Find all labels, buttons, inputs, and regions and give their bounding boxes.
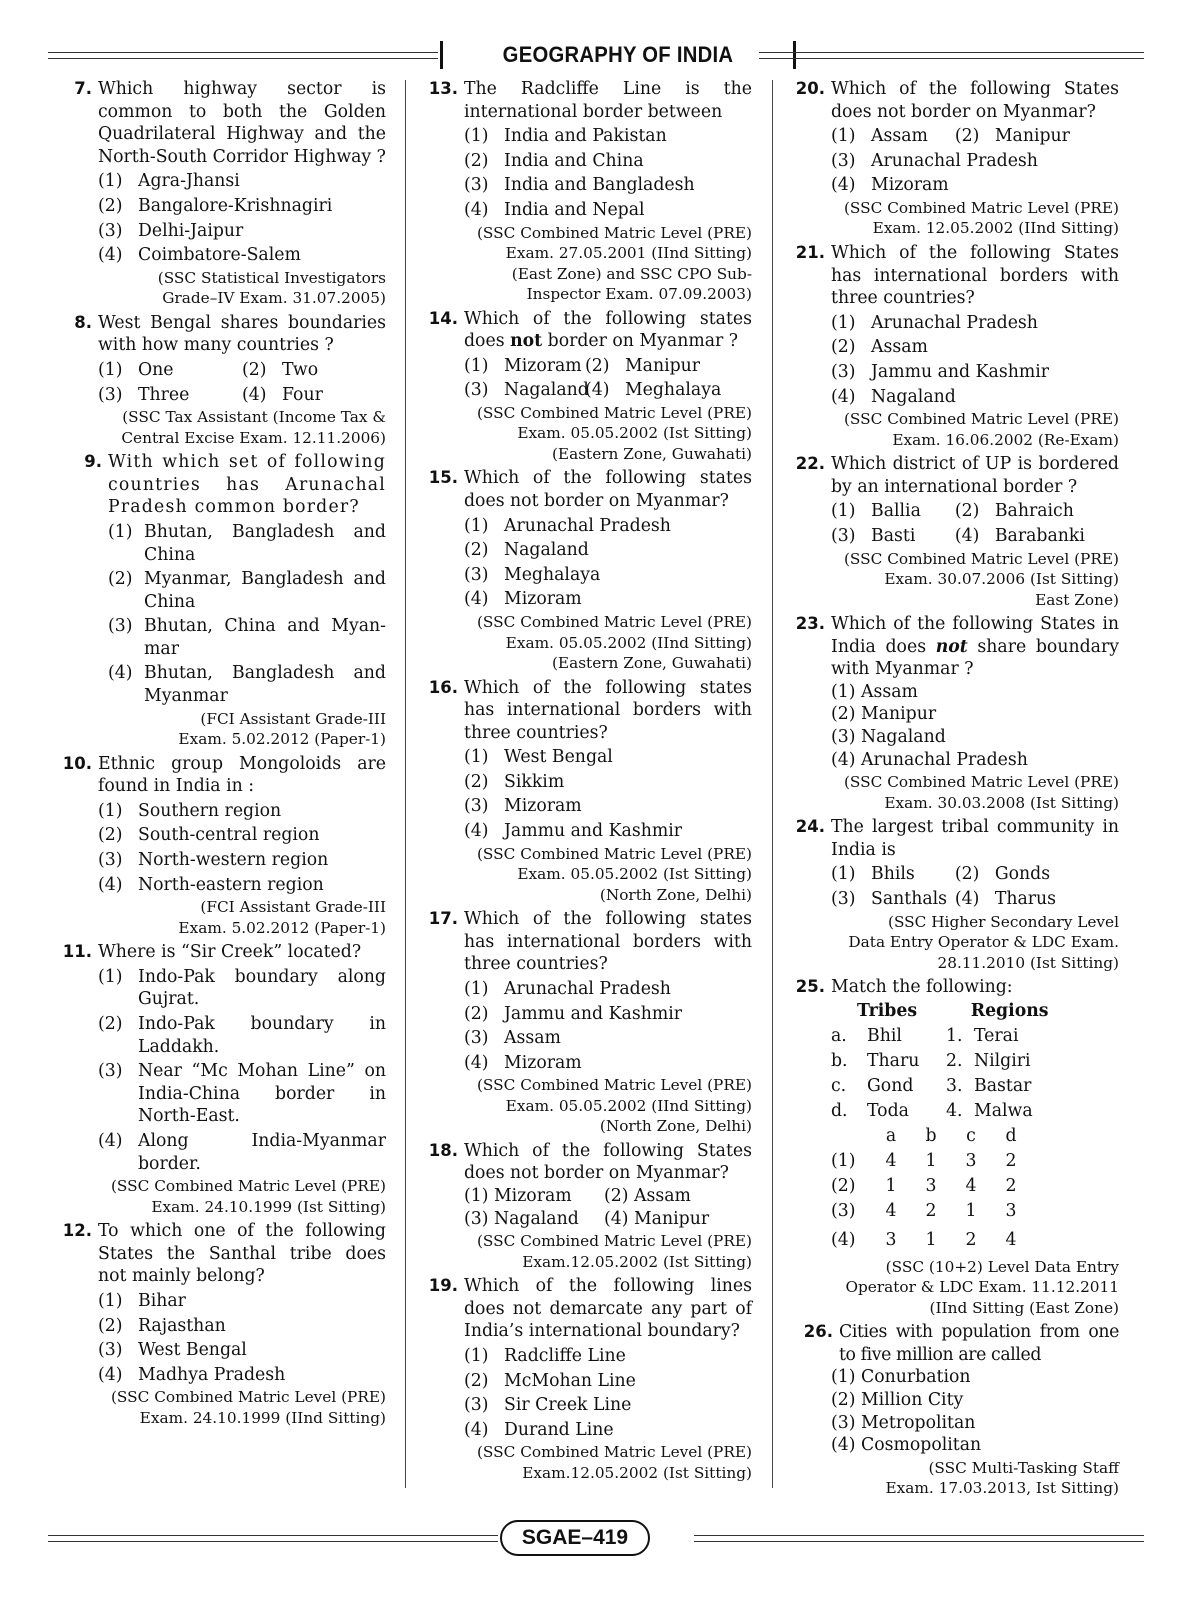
- question-text: Which of the following states has international borders with three countries?: [464, 677, 752, 743]
- option: (4) Durand Line: [464, 1419, 614, 1440]
- exam-source: (SSC Combined Matric Level (PRE) Exam. 05.05.2002 (IInd Sitting) (Eastern Zone, Guwahati): [476, 613, 752, 672]
- column-divider: [405, 80, 406, 1488]
- question-23: [791, 613, 1119, 813]
- option: (1) Southern region: [98, 800, 282, 821]
- option: (3) Nagaland: [464, 380, 589, 401]
- page-header: [48, 38, 1144, 72]
- question-number: 14.: [428, 308, 458, 328]
- option: (1) Assam: [831, 126, 928, 147]
- answer-grid-header: a b c d: [885, 1125, 1017, 1146]
- question-text: Match the following:: [831, 977, 1013, 998]
- option: (1) Indo-Pak boundary along Gujrat.: [98, 966, 386, 1010]
- option: (4) Bhutan, Bangladesh and Myanmar: [108, 663, 386, 707]
- option: (1) Agra-Jhansi: [98, 171, 240, 192]
- option: (2) Jammu and Kashmir: [464, 1003, 683, 1024]
- page-number: SGAE–419: [500, 1520, 650, 1556]
- question-text: The largest tribal community in India is: [831, 817, 1119, 860]
- option: (4) Along India-Myanmar border.: [98, 1130, 386, 1174]
- exam-source: (SSC Combined Matric Level (PRE) Exam. 24.10.1999 (IInd Sitting): [110, 1388, 386, 1427]
- option: (3) Basti: [831, 525, 916, 546]
- option: (3) Arunachal Pradesh: [831, 150, 1038, 171]
- option: (3) India and Bangladesh: [464, 175, 695, 196]
- question-number: 8.: [74, 312, 92, 332]
- option: (4) Meghalaya: [584, 380, 722, 401]
- question-number: 23.: [795, 614, 825, 633]
- question-number: 13.: [428, 79, 458, 98]
- question-text: Cities with population from one to five million are called: [839, 1322, 1119, 1365]
- question-text: West Bengal shares boundaries with how many countries ?: [98, 312, 386, 356]
- column-divider: [772, 80, 773, 1488]
- option: (3) North-western region: [98, 850, 329, 871]
- question-number: 7.: [74, 79, 92, 98]
- option: (4) North-eastern region: [98, 874, 324, 895]
- page-title: GEOGRAPHY OF INDIA: [502, 42, 734, 67]
- option: (4) Coimbatore-Salem: [98, 245, 301, 266]
- column-3: [791, 78, 1119, 1502]
- option: (2) Assam: [831, 337, 928, 358]
- exam-source: (SSC Combined Matric Level (PRE) Exam. 05.05.2002 (Ist Sitting) (Eastern Zone, Guwahati): [476, 403, 752, 463]
- option: (2) Two: [242, 359, 319, 380]
- option: (1) Radcliffe Line: [464, 1345, 626, 1366]
- option: (2) Manipur: [584, 355, 701, 376]
- option: (1) Arunachal Pradesh: [464, 515, 671, 536]
- question-text: Which of the following States does not border on Myanmar?: [464, 1140, 752, 1184]
- footer-rule-left: [48, 1535, 498, 1542]
- question-18: [424, 1140, 752, 1272]
- question-11: [58, 941, 386, 1217]
- option: (3) West Bengal: [98, 1340, 247, 1361]
- page-footer: [48, 1520, 1144, 1556]
- option: (3) Meghalaya: [464, 564, 601, 585]
- question-number: 19.: [428, 1276, 458, 1296]
- header-rule-left: [48, 52, 438, 59]
- column-2: [424, 78, 752, 1486]
- exam-source: (FCI Assistant Grade-III Exam. 5.02.2012 (Paper-1): [178, 709, 386, 749]
- question-number: 24.: [795, 817, 825, 837]
- header-bar-left: [440, 41, 443, 69]
- option: (2) Manipur: [831, 704, 937, 725]
- option: (2) Myanmar, Bangladesh and China: [108, 569, 386, 612]
- option: (4) Jammu and Kashmir: [464, 821, 683, 842]
- option: (3) Assam: [464, 1028, 561, 1049]
- question-12: [58, 1220, 386, 1428]
- question-number: 17.: [428, 909, 458, 929]
- option: (2) Gonds: [954, 864, 1051, 885]
- option: (1) India and Pakistan: [464, 126, 667, 147]
- question-14: [424, 308, 752, 465]
- question-number: 21.: [795, 242, 825, 262]
- exam-source: (SSC Combined Matric Level (PRE) Exam. 27.05.2001 (IInd Sitting) (East Zone) and SSC CPO Sub- Inspector Exam. 07.09.2003): [476, 223, 752, 304]
- option: (2) McMohan Line: [464, 1370, 636, 1391]
- answer-grid-row: (3) 4 2 1 3: [831, 1200, 1017, 1221]
- answer-grid-row: (4) 3 1 2 4: [831, 1229, 1017, 1250]
- option: (2) Indo-Pak boundary in Laddakh.: [98, 1014, 386, 1057]
- exam-source: (SSC Multi-Tasking Staff Exam. 17.03.2013, Ist Sitting): [885, 1458, 1119, 1498]
- question-8: [58, 312, 386, 448]
- question-10: [58, 753, 386, 939]
- option: (1) One: [98, 359, 174, 380]
- exam-source: (SSC Higher Secondary Level Data Entry Operator & LDC Exam. 28.11.2010 (Ist Sitting): [848, 912, 1119, 972]
- option: (4) India and Nepal: [464, 199, 645, 220]
- question-text: To which one of the following States the Santhal tribe does not mainly belong?: [98, 1221, 386, 1287]
- question-text: With which set of following countries has Arunachal Pradesh common border?: [108, 452, 386, 518]
- question-number: 26.: [803, 1322, 833, 1342]
- question-text: Which of the following states has international borders with three countries?: [464, 909, 752, 975]
- question-number: 9.: [84, 452, 102, 472]
- option: (1) Bhils: [831, 864, 915, 885]
- match-row: a. Bhil 1. Terai: [831, 1025, 1019, 1046]
- option: (3) Metropolitan: [831, 1412, 976, 1433]
- option: (1) Bihar: [98, 1290, 186, 1311]
- exam-source: (SSC Combined Matric Level (PRE) Exam. 05.05.2002 (IInd Sitting) (North Zone, Delhi): [476, 1076, 752, 1136]
- question-15: [424, 467, 752, 673]
- question-19: [424, 1275, 752, 1483]
- option: (4) Barabanki: [954, 525, 1085, 546]
- option: (3) Santhals: [831, 888, 948, 909]
- option: (3) Jammu and Kashmir: [831, 361, 1050, 382]
- option: (3) Nagaland: [831, 726, 946, 747]
- option: (4) Manipur: [604, 1208, 710, 1229]
- exam-source: (SSC Combined Matric Level (PRE) Exam. 30.03.2008 (Ist Sitting): [843, 773, 1119, 812]
- question-text: Which of the following States in India does not share boundary with Myanmar ?: [831, 614, 1119, 680]
- question-text: Ethnic group Mongoloids are found in India in :: [98, 753, 386, 797]
- option: (1) Arunachal Pradesh: [831, 312, 1038, 333]
- question-text: Which of the following States has international borders with three countries?: [831, 242, 1119, 309]
- question-number: 15.: [428, 468, 458, 488]
- question-number: 22.: [795, 454, 825, 474]
- question-22: [791, 453, 1119, 610]
- option: (2) Sikkim: [464, 771, 565, 792]
- option: (1) Conurbation: [831, 1367, 971, 1388]
- question-16: [424, 677, 752, 906]
- option: (4) Nagaland: [831, 386, 956, 407]
- question-13: [424, 78, 752, 305]
- match-header: Tribes Regions: [857, 1000, 1049, 1021]
- option: (3) Bhutan, China and Myan-mar: [108, 616, 386, 659]
- option: (1) Mizoram: [464, 1186, 572, 1206]
- option: (3) Delhi-Jaipur: [98, 220, 244, 241]
- question-number: 11.: [62, 942, 92, 962]
- option: (2) Rajasthan: [98, 1315, 226, 1336]
- option: (2) Bahraich: [954, 501, 1074, 522]
- option: (4) Madhya Pradesh: [98, 1364, 286, 1385]
- question-17: [424, 908, 752, 1137]
- question-number: 10.: [62, 753, 92, 773]
- option: (2) Million City: [831, 1389, 964, 1410]
- option: (3) Nagaland: [464, 1208, 579, 1229]
- question-number: 16.: [428, 677, 458, 697]
- footer-rule-right: [694, 1535, 1144, 1542]
- question-text: Which district of UP is bordered by an international border ?: [831, 454, 1119, 497]
- option: (3) Near “Mc Mohan Line” on India-China border in North-East.: [98, 1061, 386, 1127]
- exam-source: (SSC Combined Matric Level (PRE) Exam. 24.10.1999 (Ist Sitting): [110, 1177, 386, 1216]
- question-9: [68, 451, 386, 750]
- exam-source: (SSC Statistical Investigators Grade–IV Exam. 31.07.2005): [157, 268, 386, 308]
- question-number: 20.: [795, 79, 825, 98]
- answer-grid-row: (2) 1 3 4 2: [831, 1175, 1017, 1196]
- question-20: [791, 78, 1119, 239]
- option: (4) Mizoram: [831, 175, 949, 196]
- question-text: Which of the following States does not border on Myanmar?: [831, 79, 1119, 122]
- option: (4) Arunachal Pradesh: [831, 749, 1028, 770]
- question-26: [799, 1321, 1119, 1499]
- option: (2) Bangalore-Krishnagiri: [98, 195, 333, 216]
- option: (4) Mizoram: [464, 589, 582, 610]
- option: (1) Mizoram: [464, 355, 582, 376]
- column-1: [58, 78, 386, 1431]
- match-row: b. Tharu 2. Nilgiri: [831, 1050, 1031, 1071]
- question-7: [58, 78, 386, 309]
- exam-source: (SSC Combined Matric Level (PRE) Exam.12.05.2002 (Ist Sitting): [476, 1443, 752, 1482]
- option: (2) Manipur: [954, 126, 1070, 147]
- exam-source: (SSC Combined Matric Level (PRE) Exam. 30.07.2006 (Ist Sitting) East Zone): [843, 549, 1119, 609]
- exam-source: (SSC Combined Matric Level (PRE) Exam.12.05.2002 (Ist Sitting): [476, 1232, 752, 1271]
- match-row: d. Toda 4. Malwa: [831, 1100, 1033, 1121]
- exam-source: (SSC Combined Matric Level (PRE) Exam. 16.06.2002 (Re-Exam): [843, 410, 1119, 449]
- exam-source: (SSC (10+2) Level Data Entry Operator & LDC Exam. 11.12.2011 (IInd Sitting (East Zone): [845, 1257, 1119, 1317]
- question-21: [791, 242, 1119, 450]
- option: (1) Ballia: [831, 501, 921, 522]
- header-rule-right: [759, 52, 1144, 59]
- question-number: 12.: [62, 1221, 92, 1241]
- option: (1) Assam: [831, 681, 918, 702]
- exam-source: (SSC Combined Matric Level (PRE) Exam. 12.05.2002 (IInd Sitting): [843, 198, 1119, 238]
- question-number: 18.: [428, 1140, 458, 1160]
- option: (2) India and China: [464, 150, 644, 171]
- question-text: Where is “Sir Creek” located?: [98, 942, 362, 963]
- answer-grid-row: (1) 4 1 3 2: [831, 1150, 1017, 1171]
- question-text: The Radcliffe Line is the international border between: [464, 79, 752, 122]
- option: (2) South-central region: [98, 825, 320, 846]
- question-number: 25.: [795, 977, 825, 997]
- question-25: [791, 976, 1119, 1318]
- option: (3) Mizoram: [464, 796, 582, 817]
- question-text: Which of the following states does not border on Myanmar ?: [464, 308, 752, 352]
- exam-source: (SSC Tax Assistant (Income Tax & Central Excise Exam. 12.11.2006): [121, 408, 386, 447]
- option: (1) Bhutan, Bangladesh and China: [108, 521, 386, 565]
- option: (2) Nagaland: [464, 540, 589, 561]
- option: (2) Assam: [604, 1186, 691, 1206]
- option: (4) Tharus: [954, 888, 1057, 909]
- option: (1) Arunachal Pradesh: [464, 978, 671, 999]
- question-24: [791, 816, 1119, 973]
- option: (4) Four: [242, 384, 323, 405]
- question-text: Which of the following lines does not demarcate any part of India’s international boundary?: [464, 1276, 752, 1342]
- exam-source: (SSC Combined Matric Level (PRE) Exam. 05.05.2002 (Ist Sitting) (North Zone, Delhi): [476, 844, 752, 904]
- match-row: c. Gond 3. Bastar: [831, 1075, 1032, 1096]
- option: (3) Sir Creek Line: [464, 1395, 632, 1416]
- question-text: Which highway sector is common to both the Golden Quadrilateral Highway and the North-South Corridor Highway ?: [98, 79, 386, 167]
- exam-source: (FCI Assistant Grade-III Exam. 5.02.2012 (Paper-1): [178, 898, 386, 937]
- option: (4) Mizoram: [464, 1052, 582, 1073]
- option: (1) West Bengal: [464, 747, 613, 768]
- question-text: Which of the following states does not border on Myanmar?: [464, 468, 752, 512]
- option: (4) Cosmopolitan: [831, 1435, 982, 1456]
- option: (3) Three: [98, 384, 190, 405]
